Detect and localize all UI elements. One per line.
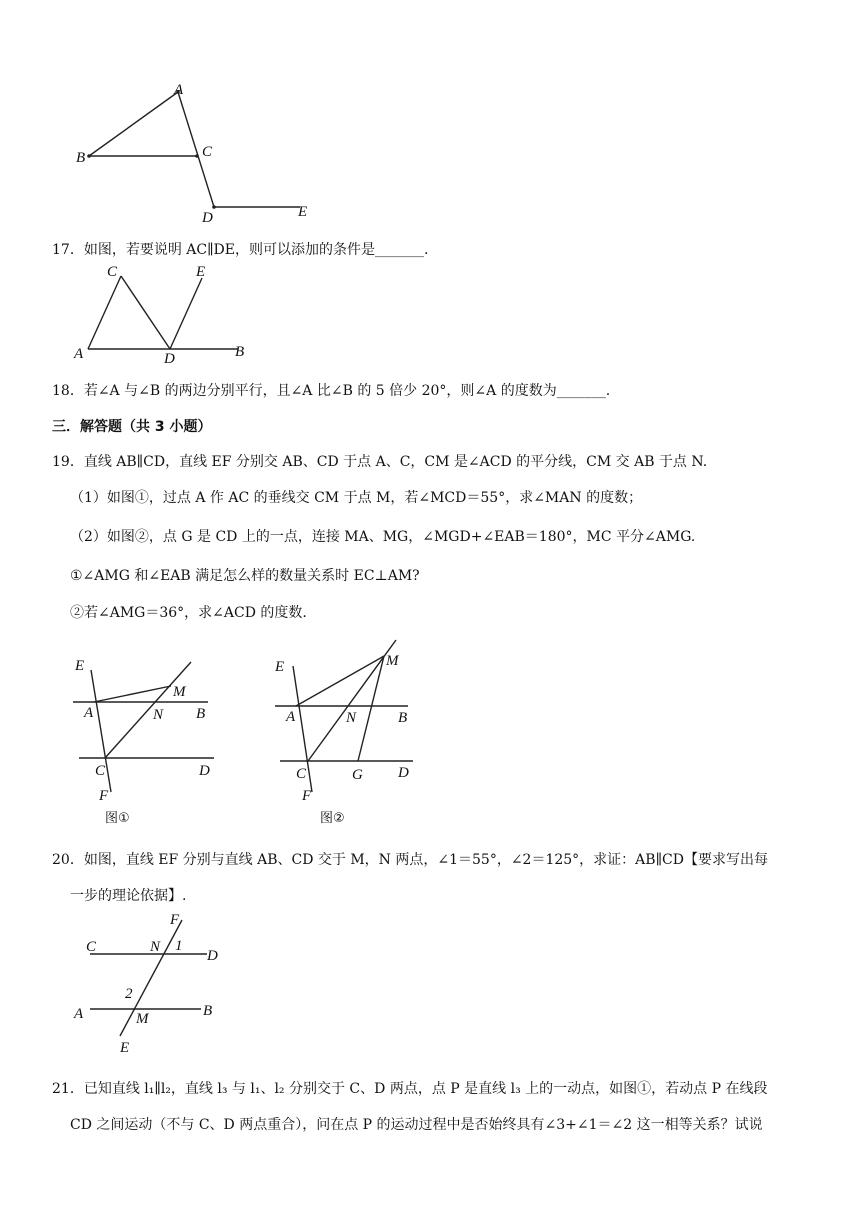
figure-q17 — [70, 260, 270, 365]
label-c: C — [107, 264, 118, 280]
question-19-line3: （2）如图②，点 G 是 CD 上的一点，连接 MA、MG，∠MGD+∠EAB＝180°，MC 平分∠AMG. — [70, 529, 696, 545]
label-g: G — [352, 767, 363, 783]
label-d: D — [398, 765, 409, 781]
label-a: A — [74, 1006, 84, 1022]
figure-q20 — [70, 908, 230, 1058]
question-21-line1: 21．已知直线 l₁∥l₂，直线 l₃ 与 l₁、l₂ 分别交于 C、D 两点，点 P 是直线 l₃ 上的一动点，如图①，若动点 P 在线段 — [52, 1081, 768, 1097]
segment-ac — [88, 276, 121, 349]
figure-q19-2 — [272, 636, 432, 830]
label-f: F — [170, 912, 180, 928]
label-c: C — [202, 144, 213, 160]
label-d: D — [199, 763, 210, 779]
line-cm — [105, 662, 191, 758]
label-a: A — [174, 82, 184, 98]
label-b: B — [196, 706, 206, 722]
label-b: B — [76, 150, 86, 166]
label-d: D — [207, 948, 218, 964]
figure-q19-1 — [65, 650, 225, 830]
label-e: E — [196, 264, 206, 280]
label-e: E — [298, 204, 308, 220]
label-m: M — [136, 1011, 149, 1027]
segment-cd — [121, 276, 170, 349]
segment-mg — [358, 656, 384, 761]
section-heading: 三．解答题（共 3 小题） — [52, 419, 212, 435]
label-a: A — [74, 346, 84, 362]
question-20-line2: 一步的理论依据】. — [70, 888, 187, 904]
question-21-line2: CD 之间运动（不与 C、D 两点重合），问在点 P 的运动过程中是否始终具有∠3+∠1＝∠2 这一相等关系？试说 — [70, 1117, 763, 1133]
question-20-line1: 20．如图，直线 EF 分别与直线 AB、CD 交于 M，N 两点，∠1＝55°，∠2＝125°，求证：AB∥CD【要求写出每 — [52, 852, 768, 868]
label-n: N — [153, 707, 164, 723]
figure-q16 — [70, 80, 330, 230]
label-f: F — [302, 788, 312, 804]
label-b: B — [203, 1003, 213, 1019]
segment-am — [94, 686, 171, 702]
question-19-line4: ①∠AMG 和∠EAB 满足怎么样的数量关系时 EC⊥AM? — [70, 568, 420, 584]
segment-am — [296, 656, 384, 706]
caption-figure-1: 图① — [105, 811, 130, 826]
question-19-line2: （1）如图①，过点 A 作 AC 的垂线交 CM 于点 M，若∠MCD＝55°，求∠MAN 的度数； — [70, 490, 643, 506]
label-d: D — [164, 351, 175, 365]
label-b: B — [398, 710, 408, 726]
segment-de — [170, 278, 202, 349]
label-e: E — [120, 1040, 130, 1056]
label-n: N — [150, 939, 161, 955]
question-17: 17．如图，若要说明 AC∥DE，则可以添加的条件是_______. — [52, 242, 429, 258]
caption-figure-2: 图② — [320, 811, 345, 826]
label-a: A — [286, 709, 296, 725]
label-n: N — [346, 710, 357, 726]
label-angle-2: 2 — [125, 986, 133, 1002]
question-18: 18．若∠A 与∠B 的两边分别平行，且∠A 比∠B 的 5 倍少 20°，则∠A 的度数为_______. — [52, 383, 611, 399]
label-c: C — [296, 766, 307, 782]
label-b: B — [235, 344, 245, 360]
line-ef — [120, 920, 182, 1036]
label-a: A — [84, 705, 94, 721]
label-f: F — [99, 788, 109, 804]
label-e: E — [275, 659, 285, 675]
label-e: E — [75, 658, 85, 674]
label-m: M — [173, 684, 186, 700]
label-angle-1: 1 — [175, 938, 183, 954]
label-d: D — [202, 210, 213, 226]
label-c: C — [86, 939, 97, 955]
question-19-line1: 19．直线 AB∥CD，直线 EF 分别交 AB、CD 于点 A、C，CM 是∠ACD 的平分线，CM 交 AB 于点 N. — [52, 454, 708, 470]
label-m: M — [386, 653, 399, 669]
label-c: C — [95, 763, 106, 779]
segment-ab — [89, 92, 178, 156]
question-19-line5: ②若∠AMG＝36°，求∠ACD 的度数. — [70, 605, 307, 621]
